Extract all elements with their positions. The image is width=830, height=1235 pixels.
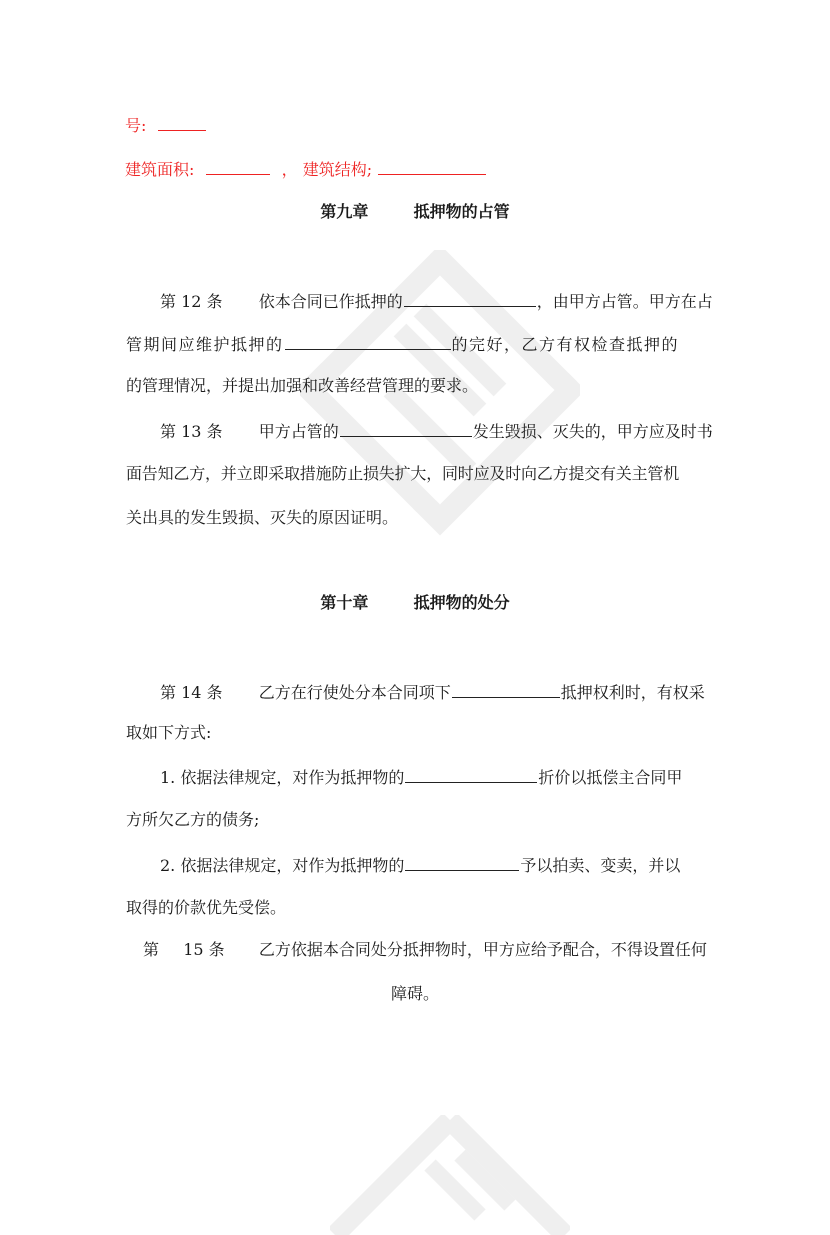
article-15-number: 15 条	[183, 940, 225, 959]
article-14-text: 乙方在行使处分本合同项下	[258, 683, 451, 702]
chapter-9-heading	[0, 202, 830, 222]
article-12-line-3	[126, 376, 478, 396]
chapter-9-title: 抵押物的占管	[413, 202, 510, 221]
article-12-text: 管期间应维护抵押的	[126, 335, 284, 354]
chapter-10-title: 抵押物的处分	[413, 593, 510, 612]
article-13-number: 第 13 条	[160, 422, 223, 441]
article-14-item-text: 取得的价款优先受偿。	[126, 898, 287, 917]
article-14-item-text: 1. 依据法律规定，对作为抵押物的	[160, 768, 405, 787]
field-structure-blank[interactable]	[378, 158, 486, 175]
article-13-text: 关出具的发生毁损、灭失的原因证明。	[126, 508, 399, 527]
field-number-line	[125, 114, 207, 136]
article-14-item-text: 2. 依据法律规定，对作为抵押物的	[160, 856, 405, 875]
article-12-text: ，由甲方占管。甲方在占	[536, 292, 713, 311]
field-number-blank[interactable]	[158, 114, 206, 131]
article-14-blank-1[interactable]	[452, 681, 560, 698]
article-12-number: 第 12 条	[160, 292, 223, 311]
article-13-blank-1[interactable]	[340, 420, 472, 437]
article-12-blank-1[interactable]	[404, 290, 536, 307]
chapter-10-heading	[0, 593, 830, 613]
chapter-10-number: 第十章	[320, 593, 369, 612]
article-14-item-2-blank[interactable]	[405, 854, 519, 871]
article-14-item-2	[160, 854, 680, 876]
article-15-line-2	[0, 984, 830, 1004]
article-13-line-1	[160, 420, 713, 442]
article-14-item-1	[160, 766, 682, 788]
article-14-item-1-blank[interactable]	[405, 766, 537, 783]
article-14-line-1	[160, 681, 705, 703]
article-14-item-text: 折价以抵偿主合同甲	[538, 768, 683, 787]
article-15-text: 乙方依据本合同处分抵押物时，甲方应给予配合，不得设置任何	[258, 940, 707, 959]
watermark-logo-icon	[330, 1115, 570, 1235]
article-13-text: 发生毁损、灭失的，甲方应及时书	[472, 422, 713, 441]
article-15-text: 障碍。	[390, 984, 439, 1003]
article-14-item-2-cont	[126, 898, 286, 918]
field-area-label: 建筑面积:	[125, 160, 195, 179]
article-13-text: 面告知乙方，并立即采取措施防止损失扩大，同时应及时向乙方提交有关主管机	[126, 464, 680, 483]
article-13-line-3	[126, 508, 398, 528]
article-15-number-prefix: 第	[143, 940, 160, 959]
article-12-text: 依本合同已作抵押的	[258, 292, 403, 311]
field-number-label: 号:	[125, 116, 147, 135]
article-12-text: 的完好，乙方有权检查抵押的	[451, 335, 680, 354]
article-14-text: 取如下方式:	[126, 723, 212, 742]
article-15-line-1	[143, 940, 707, 960]
article-12-line-1	[160, 290, 713, 312]
article-12-line-2	[126, 333, 679, 355]
field-area-blank[interactable]	[206, 158, 270, 175]
article-12-blank-2[interactable]	[285, 333, 451, 350]
field-structure-label: 建筑结构;	[302, 160, 373, 179]
article-14-text: 抵押权利时，有权采	[560, 683, 705, 702]
article-12-text: 的管理情况，并提出加强和改善经营管理的要求。	[126, 376, 479, 395]
article-14-number: 第 14 条	[160, 683, 223, 702]
article-13-line-2	[126, 464, 679, 484]
field-area-line	[125, 158, 487, 180]
article-14-item-text: 予以拍卖、变卖，并以	[520, 856, 681, 875]
article-14-line-2	[126, 723, 211, 743]
article-13-text: 甲方占管的	[258, 422, 339, 441]
article-14-item-1-cont	[126, 810, 259, 830]
field-area-separator: ，	[281, 160, 298, 179]
article-14-item-text: 方所欠乙方的债务;	[126, 810, 260, 829]
chapter-9-number: 第九章	[320, 202, 369, 221]
